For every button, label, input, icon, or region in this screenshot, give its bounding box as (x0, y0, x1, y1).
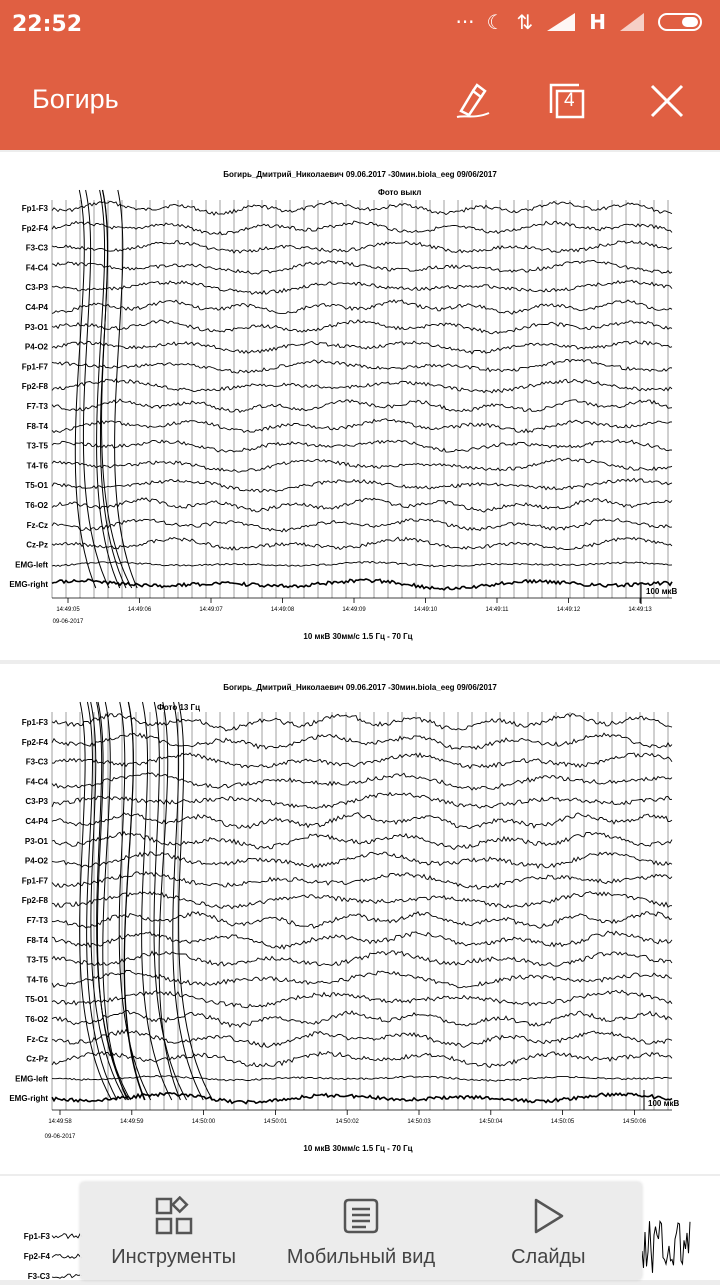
signal-icon-2 (618, 11, 646, 33)
channel-label: Fp2-F4 (21, 737, 48, 747)
eeg-trace (52, 261, 672, 275)
eeg-trace (52, 931, 672, 949)
date-label: 09-06-2017 (52, 619, 84, 625)
eeg-trace (52, 419, 672, 433)
tools-label: Инструменты (111, 1246, 237, 1268)
channel-label: Fp2-F8 (21, 382, 48, 392)
eeg-trace (52, 813, 672, 829)
time-tick-label: 14:49:13 (628, 607, 652, 613)
channel-label: C3-P3 (25, 283, 48, 293)
channel-label: EMG-right (9, 1094, 48, 1104)
eeg-trace (52, 753, 672, 768)
eeg-header: Богирь_Дмитрий_Николаевич 09.06.2017 -30мин.biola_eeg 09/06/2017 (223, 170, 497, 179)
eeg-footer: 10 мкВ 30мм/с 1.5 Гц - 70 Гц (303, 632, 413, 641)
eeg-trace (52, 872, 672, 889)
message-dots-icon: ··· (455, 10, 475, 34)
eeg-event-label: Фото 13 Гц (157, 703, 201, 712)
status-time: 22:52 (12, 12, 83, 37)
channel-label: P4-O2 (24, 342, 48, 352)
channel-label: T6-O2 (25, 1015, 48, 1024)
channel-label: Fp2-F4 (23, 1252, 50, 1261)
eeg-trace (52, 379, 672, 393)
eeg-trace (52, 1076, 672, 1082)
eeg-trace (52, 970, 672, 987)
time-tick-label: 14:50:05 (550, 1119, 575, 1125)
eeg-trace (52, 1093, 672, 1104)
document-page-2[interactable] (0, 664, 720, 1174)
app-bar (0, 52, 720, 150)
eeg-trace (52, 399, 672, 412)
channel-label: P4-O2 (24, 856, 48, 866)
eeg-trace (52, 537, 672, 550)
channel-label: Fp2-F8 (21, 896, 48, 906)
time-tick-label: 14:49:08 (270, 607, 295, 613)
document-page-1[interactable] (0, 152, 720, 660)
channel-label: F4-C4 (25, 777, 48, 787)
network-type-label: H (589, 10, 606, 34)
time-tick-label: 14:49:58 (48, 1119, 72, 1125)
slides-label: Слайды (511, 1246, 586, 1268)
time-tick-label: 14:50:04 (479, 1119, 503, 1125)
channel-label: F3-C3 (25, 757, 48, 767)
close-icon (649, 83, 685, 119)
eeg-trace (52, 912, 672, 929)
eeg-trace (52, 793, 672, 809)
time-tick-label: 14:50:03 (407, 1119, 431, 1125)
channel-label: Fp1-F3 (23, 1232, 50, 1241)
eeg-trace (52, 773, 672, 790)
channel-label: Fz-Cz (26, 1034, 48, 1044)
status-icons (455, 10, 706, 34)
time-tick-label: 14:50:02 (335, 1119, 359, 1125)
eeg-trace (642, 1221, 690, 1273)
channel-label: EMG-right (9, 580, 48, 590)
channel-label: Cz-Pz (26, 540, 48, 550)
time-tick-label: 14:49:11 (485, 607, 509, 613)
eeg-trace (52, 1030, 672, 1048)
time-tick-label: 14:49:06 (127, 607, 152, 613)
play-icon (528, 1196, 568, 1236)
artifact-trace (159, 702, 180, 1100)
eeg-trace (52, 498, 672, 512)
channel-label: T4-T6 (26, 975, 48, 985)
time-tick-label: 14:49:59 (120, 1119, 144, 1125)
moon-icon: ☾ (486, 10, 505, 34)
channel-label: C4-P4 (25, 303, 48, 312)
tools-grid-icon (154, 1196, 194, 1236)
channel-label: Fz-Cz (26, 520, 48, 530)
eeg-trace (52, 458, 672, 472)
channel-label: F3-C3 (27, 1272, 50, 1280)
eeg-trace (52, 440, 672, 453)
annotate-button[interactable] (448, 76, 498, 126)
time-tick-label: 14:49:05 (56, 607, 80, 613)
eeg-trace (52, 280, 672, 294)
document-title: Богирь (32, 84, 119, 114)
channel-label: T6-O2 (25, 501, 48, 510)
channel-label: P3-O1 (24, 322, 48, 332)
time-tick-label: 14:49:07 (199, 607, 223, 613)
channel-label: F8-T4 (26, 935, 48, 945)
time-tick-label: 14:49:10 (413, 607, 438, 613)
channel-label: T4-T6 (26, 461, 48, 471)
mobile-view-icon (341, 1196, 381, 1236)
tools-button[interactable] (80, 1182, 267, 1280)
eeg-trace (52, 201, 672, 215)
channel-label: Fp2-F4 (21, 223, 48, 233)
artifact-trace (119, 702, 150, 1100)
channel-label: T5-O1 (25, 995, 48, 1005)
eeg-trace (52, 221, 672, 235)
pages-button[interactable] (542, 76, 592, 126)
channel-label: F7-T3 (26, 916, 48, 925)
channel-label: Fp1-F7 (21, 876, 48, 886)
time-tick-label: 14:50:06 (622, 1119, 647, 1125)
eeg-event-label: Фото выкл (378, 188, 422, 197)
eeg-trace (52, 852, 672, 868)
channel-label: EMG-left (15, 1074, 48, 1084)
mobile-view-button[interactable] (267, 1182, 454, 1280)
channel-label: Cz-Pz (26, 1054, 48, 1064)
scale-label: 100 мкВ (648, 1099, 680, 1108)
scale-label: 100 мкВ (646, 587, 678, 596)
artifact-trace (97, 702, 131, 1100)
channel-label: Fp1-F3 (21, 204, 48, 213)
eeg-trace (52, 1011, 672, 1028)
signal-icon (545, 11, 577, 33)
eeg-trace (52, 892, 672, 909)
eeg-figure-2 (0, 664, 720, 1174)
eeg-trace (52, 579, 672, 590)
battery-icon (658, 11, 706, 33)
bottom-toolbar (80, 1182, 642, 1280)
data-transfer-icon: ⇅ (516, 10, 534, 34)
time-tick-label: 14:50:00 (191, 1119, 216, 1125)
channel-label: C3-P3 (25, 797, 48, 807)
date-label: 09-06-2017 (44, 1134, 76, 1140)
time-tick-label: 14:49:12 (556, 607, 581, 613)
eeg-trace (52, 1274, 82, 1278)
eeg-figure-1 (0, 152, 720, 660)
eeg-trace (52, 561, 672, 566)
close-button[interactable] (642, 76, 692, 126)
page-count: 4 (564, 90, 575, 111)
eeg-trace (52, 733, 672, 749)
status-bar (0, 0, 720, 52)
eeg-trace (52, 1052, 672, 1068)
mobile-view-label: Мобильный вид (286, 1246, 436, 1268)
eeg-trace (52, 300, 672, 314)
eeg-trace (52, 360, 672, 374)
eeg-footer: 10 мкВ 30мм/с 1.5 Гц - 70 Гц (303, 1144, 413, 1153)
slides-button[interactable] (455, 1182, 642, 1280)
eeg-trace (52, 519, 672, 532)
channel-label: F7-T3 (26, 402, 48, 411)
eeg-trace (52, 1234, 82, 1239)
artifact-trace (124, 702, 144, 1100)
eeg-trace (52, 1254, 82, 1258)
channel-label: C4-P4 (25, 817, 48, 826)
eeg-trace (52, 341, 672, 354)
channel-label: T3-T5 (26, 955, 48, 965)
channel-label: F3-C3 (25, 243, 48, 253)
channel-label: T3-T5 (26, 441, 48, 451)
time-tick-label: 14:49:09 (342, 607, 366, 613)
channel-label: F4-C4 (25, 263, 48, 273)
eeg-trace (52, 951, 672, 967)
channel-label: P3-O1 (24, 836, 48, 846)
channel-label: Fp1-F7 (21, 362, 48, 372)
channel-label: T5-O1 (25, 481, 48, 491)
pen-icon (453, 81, 493, 121)
eeg-header: Богирь_Дмитрий_Николаевич 09.06.2017 -30мин.biola_eeg 09/06/2017 (223, 683, 497, 692)
channel-label: F8-T4 (26, 421, 48, 431)
eeg-trace (52, 320, 672, 334)
channel-label: EMG-left (15, 560, 48, 570)
time-tick-label: 14:50:01 (263, 1119, 288, 1125)
channel-label: Fp1-F3 (21, 718, 48, 727)
eeg-trace (52, 478, 672, 492)
eeg-trace (52, 241, 672, 253)
